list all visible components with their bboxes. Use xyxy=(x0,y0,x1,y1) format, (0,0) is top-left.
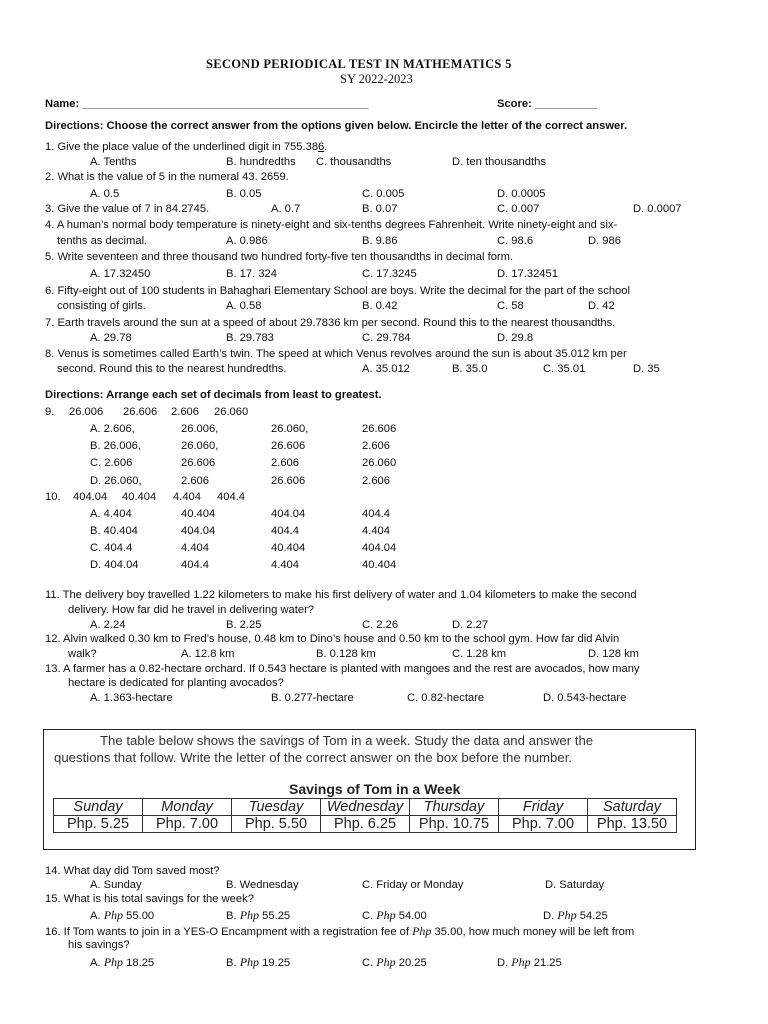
option-letter: A. xyxy=(90,957,101,969)
question-4-cont: tenths as decimal. xyxy=(57,235,148,247)
q13-option-b: B. 0.277-hectare xyxy=(271,692,354,704)
question-4: 4. A human’s normal body temperature is ninety-eight and six-tenths degrees Fahrenheit. Write ninety-eight and six- xyxy=(45,219,618,231)
q10-option-c-value: 40.404 xyxy=(271,542,306,554)
q12-option-c: C. 1.28 km xyxy=(452,648,507,660)
q16-option-b xyxy=(226,955,290,970)
q10-option-d-value: 4.404 xyxy=(271,559,299,571)
savings-table-title: Savings of Tom in a Week xyxy=(289,781,461,797)
q10-number: 10. xyxy=(45,491,61,503)
q9-stem-value: 26.006 xyxy=(69,406,104,418)
currency-php: Php xyxy=(376,908,396,922)
q14-option-c: C. Friday or Monday xyxy=(362,879,464,891)
q9-option-a: A. 2.606, xyxy=(90,423,135,435)
q10-stem-value: 40.404 xyxy=(122,491,157,503)
option-value: 21.25 xyxy=(533,957,562,969)
q10-stem-value: 4.404 xyxy=(173,491,201,503)
q1-option-d: D. ten thousandths xyxy=(452,156,546,168)
q11-option-a: A. 2.24 xyxy=(90,619,126,631)
q1-option-b: B. hundredths xyxy=(226,156,296,168)
amount-cell: Php. 6.25 xyxy=(321,816,410,833)
option-value: 54.25 xyxy=(579,910,608,922)
currency-php: Php xyxy=(376,955,396,969)
day-cell: Tuesday xyxy=(232,799,321,816)
question-1-end: . xyxy=(324,141,328,153)
option-value: 18.25 xyxy=(126,957,155,969)
option-value: 54.00 xyxy=(398,910,427,922)
q9-option-c-value: 26.606 xyxy=(181,457,216,469)
question-11-cont: delivery. How far did he travel in delivering water? xyxy=(68,604,315,616)
school-year: SY 2022-2023 xyxy=(340,72,413,86)
q10-option-b-value: 4.404 xyxy=(362,525,390,537)
q15-option-b xyxy=(226,908,290,923)
option-value: 19.25 xyxy=(262,957,291,969)
question-16 xyxy=(45,924,634,939)
day-cell: Thursday xyxy=(410,799,499,816)
currency-php: Php xyxy=(412,924,432,938)
q11-option-b: B. 2.25 xyxy=(226,619,262,631)
option-value: 20.25 xyxy=(398,957,427,969)
q11-option-d: D. 2.27 xyxy=(452,619,489,631)
q9-stem-value: 26.606 xyxy=(123,406,158,418)
q10-option-a-value: 40.404 xyxy=(181,508,216,520)
q16-option-c xyxy=(362,955,427,970)
q9-option-d-value: 26.606 xyxy=(271,475,306,487)
q13-option-d: D. 0.543-hectare xyxy=(543,692,627,704)
q6-option-c: C. 58 xyxy=(497,300,524,312)
currency-php: Php xyxy=(103,955,124,969)
question-16-cont: his savings? xyxy=(68,939,130,951)
q9-option-b: B. 26.006, xyxy=(90,440,142,452)
q10-option-c: C. 404.4 xyxy=(90,542,133,554)
q8-option-d: D. 35 xyxy=(633,363,660,375)
q7-option-c: C. 29.784 xyxy=(362,332,411,344)
q10-option-a-value: 404.4 xyxy=(362,508,390,520)
q15-option-c xyxy=(362,908,427,923)
q10-option-d-value: 404.4 xyxy=(181,559,209,571)
q9-option-a-value: 26.060, xyxy=(271,423,309,435)
underlined-digit: 6 xyxy=(318,141,325,153)
q10-option-b: B. 40.404 xyxy=(90,525,138,537)
q9-stem-value: 2.606 xyxy=(171,406,199,418)
question-13-cont: hectare is dedicated for planting avocados? xyxy=(68,677,284,689)
q9-stem-value: 26.060 xyxy=(214,406,249,418)
question-2: 2. What is the value of 5 in the numeral 43. 2659. xyxy=(45,171,289,183)
q10-option-a-value: 404.04 xyxy=(271,508,306,520)
q6-option-d: D. 42 xyxy=(588,300,615,312)
option-letter: B. xyxy=(226,957,237,969)
currency-php: Php xyxy=(239,955,260,969)
option-letter: C. xyxy=(362,910,374,922)
option-value: 55.00 xyxy=(126,910,155,922)
currency-php: Php xyxy=(103,908,124,922)
day-cell: Sunday xyxy=(54,799,143,816)
q10-option-a: A. 4.404 xyxy=(90,508,132,520)
q12-option-b: B. 0.128 km xyxy=(316,648,376,660)
test-title: SECOND PERIODICAL TEST IN MATHEMATICS 5 xyxy=(206,57,512,71)
savings-table-day-row xyxy=(54,799,677,816)
q15-option-d xyxy=(543,908,608,923)
q7-option-d: D. 29.8 xyxy=(497,332,534,344)
amount-cell: Php. 5.25 xyxy=(54,816,143,833)
amount-cell: Php. 7.00 xyxy=(143,816,232,833)
q2-option-c: C. 0.005 xyxy=(362,188,405,200)
day-cell: Wednesday xyxy=(321,799,410,816)
q9-option-c-value: 26.060 xyxy=(362,457,397,469)
q6-option-a: A. 0.58 xyxy=(226,300,262,312)
q14-option-d: D. Saturday xyxy=(545,879,605,891)
q13-option-c: C. 0.82-hectare xyxy=(407,692,485,704)
q4-option-b: B. 9.86 xyxy=(362,235,398,247)
q16-option-a xyxy=(90,955,154,970)
q1-option-a: A. Tenths xyxy=(90,156,137,168)
question-5: 5. Write seventeen and three thousand two hundred forty-five ten thousandths in decimal form. xyxy=(45,251,514,263)
q5-option-a: A. 17.32450 xyxy=(90,268,151,280)
q9-option-c-value: 2.606 xyxy=(271,457,299,469)
q15-option-a xyxy=(90,908,154,923)
question-11: 11. The delivery boy travelled 1.22 kilometers to make his first delivery of water and 1.04 kilometers to make the second xyxy=(45,589,637,601)
day-cell: Saturday xyxy=(588,799,677,816)
q10-option-b-value: 404.04 xyxy=(181,525,216,537)
q10-option-d: D. 404.04 xyxy=(90,559,139,571)
q9-option-b-value: 2.606 xyxy=(362,440,390,452)
q3-option-b: B. 0.07 xyxy=(362,203,398,215)
q12-option-d: D. 128 km xyxy=(588,648,639,660)
q8-option-c: C. 35.01 xyxy=(543,363,586,375)
day-cell: Monday xyxy=(143,799,232,816)
q4-option-a: A. 0.986 xyxy=(226,235,268,247)
option-letter: D. xyxy=(543,910,555,922)
q9-option-d-value: 2.606 xyxy=(181,475,209,487)
option-letter: B. xyxy=(226,910,237,922)
q8-option-b: B. 35.0 xyxy=(452,363,488,375)
question-15: 15. What is his total savings for the week? xyxy=(45,893,254,905)
q9-option-d-value: 2.606 xyxy=(362,475,390,487)
question-1-text: 1. Give the place value of the underlined digit in 755.38 xyxy=(45,141,319,153)
q4-option-d: D. 986 xyxy=(588,235,621,247)
q13-option-a: A. 1.363-hectare xyxy=(90,692,173,704)
q5-option-d: D. 17.32451 xyxy=(497,268,558,280)
score-field-label: Score: __________ xyxy=(497,98,598,110)
option-letter: D. xyxy=(497,957,509,969)
q3-option-d: D. 0.0007 xyxy=(633,203,682,215)
question-12: 12. Alvin walked 0.30 km to Fred’s house, 0.48 km to Dino’s house and 0.50 km to the school gym. How far did Alvin xyxy=(45,633,620,645)
option-letter: C. xyxy=(362,957,374,969)
q8-option-a: A. 35.012 xyxy=(362,363,410,375)
q5-option-c: C. 17.3245 xyxy=(362,268,417,280)
directions-multiple-choice: Directions: Choose the correct answer from the options given below. Encircle the letter of the correct answer. xyxy=(45,120,628,132)
question-14: 14. What day did Tom saved most? xyxy=(45,865,220,877)
amount-cell: Php. 5.50 xyxy=(232,816,321,833)
savings-data-box xyxy=(43,729,696,850)
directions-arrange: Directions: Arrange each set of decimals from least to greatest. xyxy=(45,389,382,401)
q10-stem-value: 404.04 xyxy=(73,491,108,503)
currency-php: Php xyxy=(239,908,260,922)
q6-option-b: B. 0.42 xyxy=(362,300,398,312)
currency-php: Php xyxy=(511,955,531,969)
question-12-cont: walk? xyxy=(68,648,97,660)
q14-option-b: B. Wednesday xyxy=(226,879,299,891)
q10-option-d-value: 40.404 xyxy=(362,559,397,571)
box-instruction-line-1: The table below shows the savings of Tom in a week. Study the data and answer the xyxy=(100,733,594,748)
question-3: 3. Give the value of 7 in 84.2745. xyxy=(45,203,210,215)
q12-option-a: A. 12.8 km xyxy=(181,648,235,660)
q3-option-a: A. 0.7 xyxy=(271,203,301,215)
savings-table xyxy=(53,798,677,833)
day-cell: Friday xyxy=(499,799,588,816)
question-8-cont: second. Round this to the nearest hundredths. xyxy=(57,363,287,375)
currency-php: Php xyxy=(557,908,577,922)
amount-cell: Php. 10.75 xyxy=(410,816,499,833)
question-16-text-end: 35.00, how much money will be left from xyxy=(434,926,635,938)
q9-option-d: D. 26.060, xyxy=(90,475,142,487)
q9-number: 9. xyxy=(45,406,55,418)
question-6: 6. Fifty-eight out of 100 students in Bahaghari Elementary School are boys. Write the decimal for the part of the school xyxy=(45,285,630,297)
question-16-text: 16. If Tom wants to join in a YES-O Encampment with a registration fee of xyxy=(45,926,409,938)
q10-stem-value: 404.4 xyxy=(217,491,245,503)
q2-option-a: A. 0.5 xyxy=(90,188,120,200)
box-instruction-line-2: questions that follow. Write the letter of the correct answer on the box before the number. xyxy=(54,750,573,765)
q3-option-c: C. 0.007 xyxy=(497,203,540,215)
q7-option-b: B. 29.783 xyxy=(226,332,274,344)
q10-option-c-value: 4.404 xyxy=(181,542,209,554)
question-1 xyxy=(45,141,327,153)
option-value: 55.25 xyxy=(262,910,291,922)
q10-option-b-value: 404.4 xyxy=(271,525,299,537)
q1-option-c: C. thousandths xyxy=(316,156,392,168)
question-6-cont: consisting of girls. xyxy=(57,300,146,312)
amount-cell: Php. 13.50 xyxy=(588,816,677,833)
question-13: 13. A farmer has a 0.82-hectare orchard. If 0.543 hectare is planted with mangoes and the rest are avocados, how many xyxy=(45,663,640,675)
q9-option-a-value: 26.606 xyxy=(362,423,397,435)
q9-option-b-value: 26.060, xyxy=(181,440,219,452)
option-letter: A. xyxy=(90,910,101,922)
savings-table-amount-row xyxy=(54,816,677,833)
q4-option-c: C. 98.6 xyxy=(497,235,534,247)
q16-option-d xyxy=(497,955,562,970)
q9-option-b-value: 26.606 xyxy=(271,440,306,452)
q2-option-b: B. 0.05 xyxy=(226,188,262,200)
q11-option-c: C. 2.26 xyxy=(362,619,399,631)
q9-option-c: C. 2.606 xyxy=(90,457,133,469)
name-field-label: Name: ______________________________________________ xyxy=(45,98,369,110)
q14-option-a: A. Sunday xyxy=(90,879,142,891)
q9-option-a-value: 26.006, xyxy=(181,423,219,435)
q7-option-a: A. 29.78 xyxy=(90,332,132,344)
question-7: 7. Earth travels around the sun at a speed of about 29.7836 km per second. Round this to the nearest thousandths. xyxy=(45,317,616,329)
q5-option-b: B. 17. 324 xyxy=(226,268,278,280)
amount-cell: Php. 7.00 xyxy=(499,816,588,833)
q10-option-c-value: 404.04 xyxy=(362,542,397,554)
q2-option-d: D. 0.0005 xyxy=(497,188,546,200)
question-8: 8. Venus is sometimes called Earth’s twin. The speed at which Venus revolves around the sun is about 35.012 km per xyxy=(45,348,627,360)
